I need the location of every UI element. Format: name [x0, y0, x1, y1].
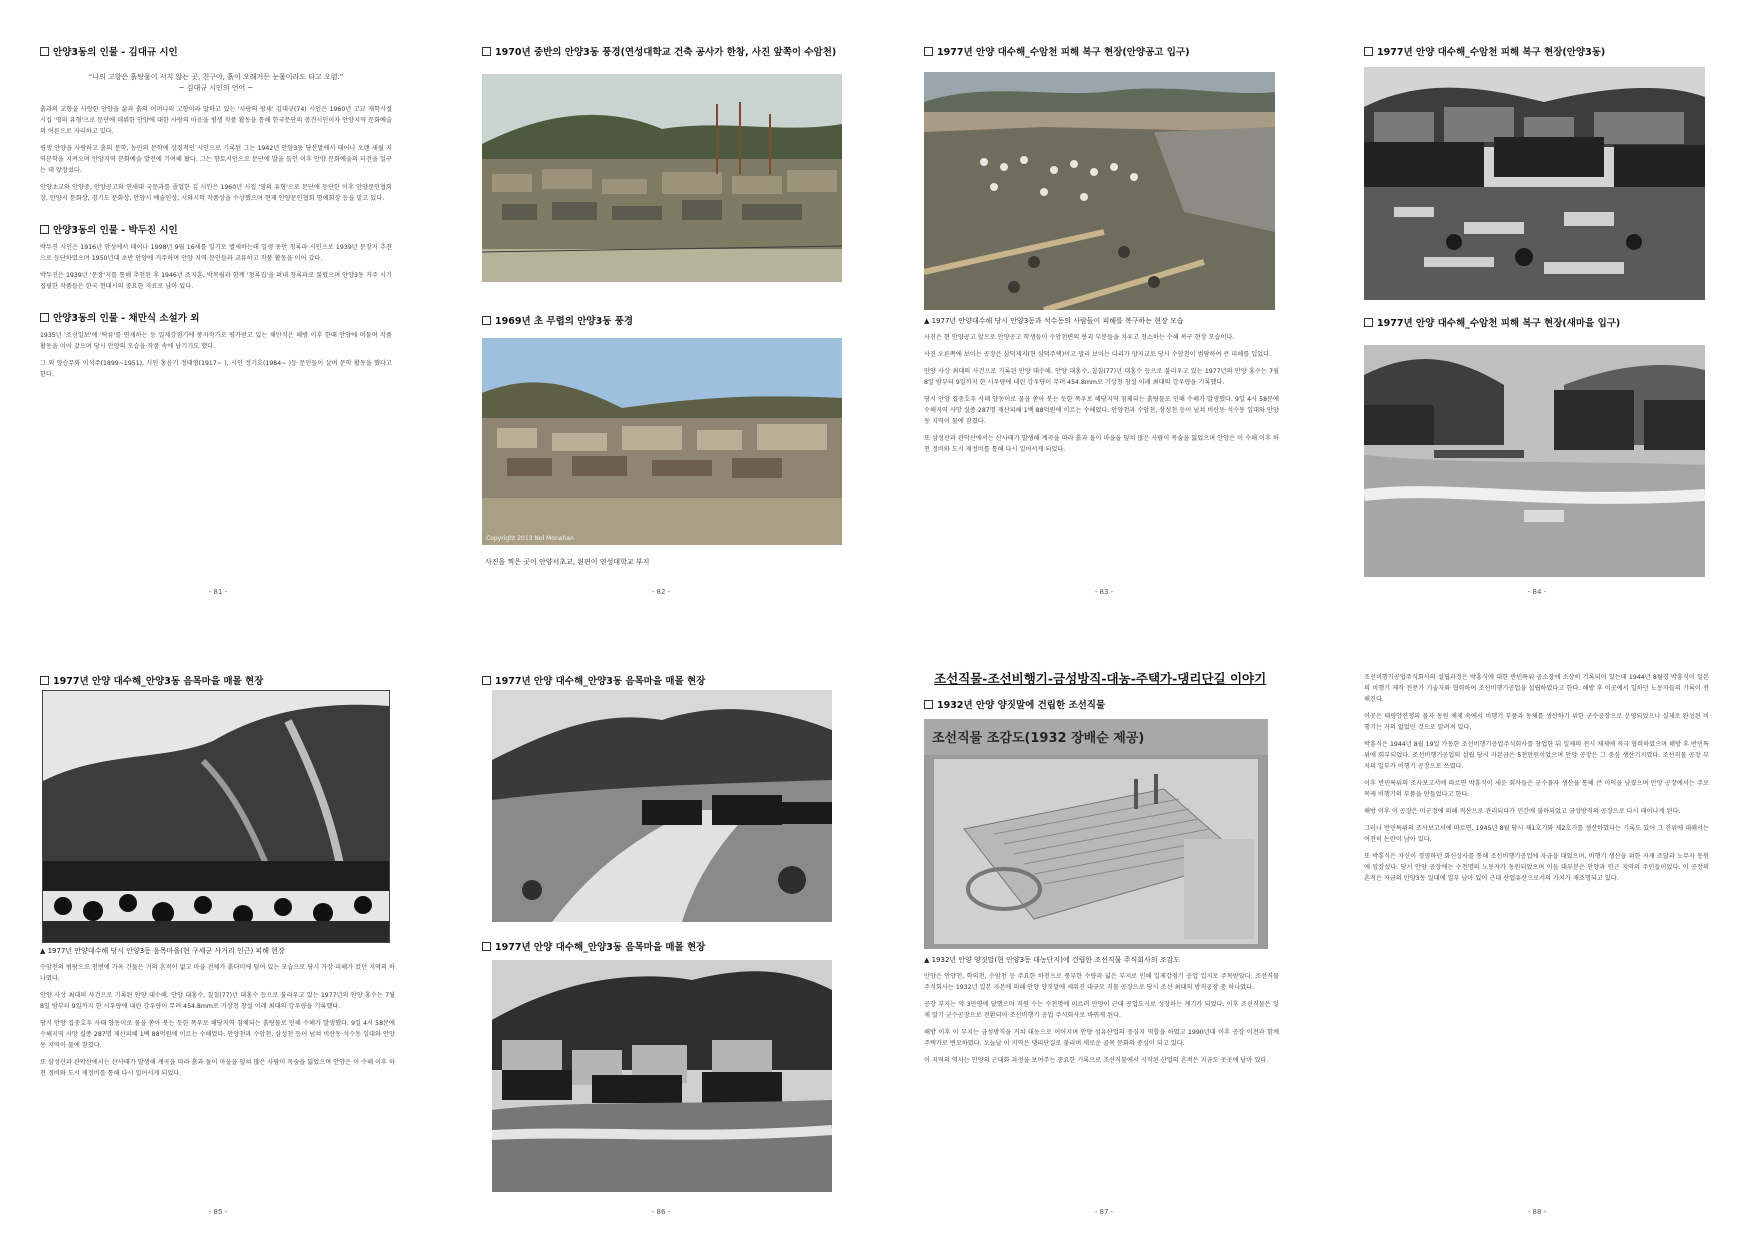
photo-joseon-textile-aerial-view [924, 719, 1268, 949]
paragraph: 또 삼성산과 관악산에서는 산사태가 발생해 계곡을 따라 흙과 돌이 마을을 덮쳐 많은 사람이 목숨을 잃었으며 안양은 이 수해 이후 하천 정비와 도시 재정비를 통해 다시 일어서게 되었다. [924, 435, 1279, 453]
page-82 [482, 44, 842, 64]
paragraph: 박흥식은 1944년 8월 19일 가동한 조선비행기공업주식회사를 창업한 뒤 일제의 전시 체제에 적극 협력하였으며 해방 후 반민특위에 회부되었다. 조선비행기공업의 설립 당시 자본금은 5천만원이었으며 안양 공장은 그 중심 생산기지였다. 조선직물 공장 부지의 일부가 비행기 공장으로 쓰였다. [1364, 741, 1709, 770]
paragraph: 안양초교와 안양중, 안양공고와 연세대 국문과를 졸업한 김 시인은 1960년 시집 '영의 유형'으로 문단에 등단한 이후 안양문인협회장, 안양시 문화상, 경기도 문화상, 안양시 예술인상, 시와시학 작품상을 수상했으며 현재 안양문인협회 명예회장 등을 맡고 있다. [40, 184, 392, 202]
section-heading: 1977년 안양 대수해_안양3동 음목마을 매몰 현장 [482, 673, 842, 687]
square-bullet-icon [482, 47, 491, 56]
photo-title-label: 조선직물 조감도(1932 장배순 제공) [932, 731, 1145, 746]
square-bullet-icon [924, 47, 933, 56]
page-84-section2 [1364, 315, 1709, 335]
paragraph: 수암천의 범람으로 천변에 가옥 건물은 거의 흔적이 없고 마을 전체가 흙더미에 덮여 있는 모습으로 당시 가장 피해가 컸던 지역의 하나였다. [40, 964, 395, 982]
paragraph: 그러나 반민특위의 조사보고서에 따르면, 1945년 8월 당시 제1호기와 제2호기를 생산하였다는 기록도 있어 그 진위에 대해서는 여전히 논란이 남아 있다. [1364, 825, 1709, 843]
paragraph: 해방 이후 이 부지는 금성방직을 거쳐 대농으로 이어지며 안양 섬유산업의 중심지 역할을 하였고 1990년대 이후 공장 이전과 함께 주택가로 변모하였다. 오늘날 이 지역은 댕리단길로 불리며 새로운 골목 문화의 중심이 되고 있다. [924, 1029, 1279, 1047]
photo-caption: ▲ 1977년 안양대수해 당시 안양3동과 석수동의 사람들이 피해를 복구하는 현장 모습 [924, 317, 1184, 325]
page-86-section2 [482, 939, 842, 959]
photo-1977-flood-saemaeul [1364, 345, 1705, 577]
square-bullet-icon [482, 676, 491, 685]
paragraph: 그 외 양승무와 이석주(1899~1951), 시인 홍윤기 정태영(1917~ ), 시인 정기호(1984~ )등 문인들이 살며 문학 활동을 했다고 한다. [40, 360, 392, 378]
page-title: 조선직물-조선비행기-금성방직-대농-주택가-댕리단길 이야기 [934, 671, 1267, 686]
page-number: - 83 - [1094, 588, 1114, 596]
page-87-text [924, 955, 1279, 1072]
page-81 [40, 44, 392, 386]
page-83 [924, 44, 1284, 64]
photo-copyright: Copyright 2013 Nol Monahan [486, 535, 574, 542]
photo-1977-flood-recovery-anyang-tech [924, 72, 1275, 310]
section-heading: 1977년 안양 대수해_수암천 피해 복구 현장(새마을 입구) [1364, 315, 1709, 329]
photo-1970s-anyang3dong [482, 74, 842, 282]
photo-caption: ▲ 1932년 안양 양짓말(현 안양3동 대농단지)에 건립한 조선직물 주식회사의 조감도 [924, 956, 1180, 964]
paragraph: 박두진은 1939년 '문장'지를 통해 추천된 후 1946년 조지훈, 박목월과 함께 '청록집'을 펴내 청록파로 불렸으며 안양3동 거주 시기 집필한 작품들은 한국 현대시의 중요한 자료로 남아 있다. [40, 272, 392, 290]
paragraph: 박두진 시인은 1916년 안성에서 태어나 1998년 9월 16세를 일기로 별세하는데 일생 동안 청록파 시인으로 1939년 문장지 추천으로 등단하였으며 1950년대 초반 안양에 거주하며 안양 지역 문인들과 교류하고 작품 활동을 이어 갔다. [40, 244, 392, 262]
paragraph: 안양 사상 최대의 사건으로 기록된 안양 대수해. 안양 대홍수, 칠칠(77)년 대홍수 등으로 불리우고 있는 1977년의 안양 홍수는 7월 8일 밤부터 9일까지 한 시우량에 내린 강우량이 무려 454.8mm로 기상청 창설 이래 최대의 강우량을 기록했다. [924, 368, 1279, 386]
square-bullet-icon [1364, 47, 1373, 56]
paragraph: 이곳은 태평양전쟁의 물자 동원 체제 속에서 비행기 부품과 동체를 생산하기 위한 군수공장으로 운영되었으나 실제로 완성된 비행기는 거의 없었던 것으로 알려져 있다. [1364, 713, 1709, 731]
square-bullet-icon [482, 316, 491, 325]
section-heading: 1977년 안양 대수해_안양3동 음목마을 매몰 현장 [40, 673, 400, 687]
photo-caption: ▲ 1977년 안양대수해 당시 안양3동 음목마을(현 구세군 사거리 인근) 피해 현장 [40, 947, 285, 955]
square-bullet-icon [40, 313, 49, 322]
section-heading: 1969년 초 무렵의 안양3동 풍경 [482, 313, 842, 327]
paragraph: 또 박흥식은 자신이 경영하던 화신상사를 통해 조선비행기공업에 자금을 대었으며, 비행기 생산을 위한 자재 조달과 노무자 동원에 앞장섰다. 당시 안양 공장에는 수천명의 노동자가 동원되었으며 이들 대부분은 안양과 인근 지역의 주민들이었다. 이 공장의 흔적은 지금의 안양3동 일대에 일부 남아 있어 근대 산업유산으로서의 가치가 재조명되고 있다. [1364, 853, 1709, 882]
paragraph: 당시 안양 집중호우 사태 양동이로 물을 쏟아 붓는 듯한 폭우로 해당지역 침체되는 흙탕물로 인해 수해가 발생했다. 9일 4시 58분에 수해지역 사망 실종 287명 재산피해 1백 88억원에 이르는 수해였다. 안양천과 수암천, 삼성천 등이 넘쳐 비산동·석수동 일대와 안양동 지역이 물에 잠겼다. [40, 1020, 395, 1049]
paragraph: 당시 안양 집중호우 사태 양동이로 물을 쏟아 붓는 듯한 폭우로 해당지역 침체되는 흙탕물로 인해 수해가 발생했다. 9일 4시 58분에 수해지역 사망 실종 287명 재산피해 1백 88억원에 이르는 수해였다. 안양천과 수암천, 삼성천 등이 넘쳐 비산동·석수동 일대와 안양동 지역이 물에 잠겼다. [924, 396, 1279, 425]
page-number: - 86 - [651, 1208, 671, 1216]
paragraph: 평생 안양을 사랑하고 흙의 문학, 농민의 문학에 상징적인 시인으로 기록된 그는 1942년 안양3동 당산말에서 태어나 오랜 세월 지역문학을 지켜오며 안양지역 문화예술 발전에 기여해 왔다. 그는 향토시인으로 문단에 발을 들인 이후 안양 문화예술의 터전을 일구는 데 앞장섰다. [40, 145, 392, 174]
page-84 [1364, 44, 1709, 64]
paragraph: 이후 반민특위의 조사보고서에 따르면 박흥식이 세운 회사들은 군수물자 생산을 통해 큰 이익을 남겼으며 안양 공장에서는 주로 목제 비행기의 부품을 만들었다고 한다. [1364, 780, 1709, 798]
paragraph: 공장 부지는 약 3만평에 달했으며 직원 수는 수천명에 이르러 안양이 근대 공업도시로 성장하는 계기가 되었다. 이후 조선직물은 일제 말기 군수공장으로 전환되어 조선비행기 공업 주식회사로 바뀌게 된다. [924, 1001, 1279, 1019]
square-bullet-icon [40, 47, 49, 56]
paragraph: 사진은 현 안양공고 앞으로 안양공고 학생들이 수암천변의 붕괴 부분들을 치우고 청소하는 수해 복구 현장 모습이다. [924, 334, 1235, 341]
paragraph: 사진 오른쪽에 보이는 공장은 삼덕제지(현 삼덕주택)이고 멀리 보이는 다리가 양지교로 당시 수암천이 범람하여 큰 피해를 입었다. [924, 351, 1272, 358]
photo-1977-flood-eummok-village [42, 690, 390, 943]
page-number: - 87 - [1094, 1208, 1114, 1216]
photo-1969-anyang3dong [482, 338, 842, 545]
section-heading: 안양3동의 인물 - 박두진 시인 [40, 222, 392, 236]
paragraph: 이 지역의 역사는 안양의 근대화 과정을 보여주는 중요한 기록으로 조선직물에서 시작된 산업의 흔적은 지금도 곳곳에 남아 있다. [924, 1057, 1269, 1064]
page-number: - 85 - [208, 1208, 228, 1216]
section-heading: 1970년 중반의 안양3동 풍경(연성대학교 건축 공사가 한창, 사진 앞쪽이 수암천) [482, 44, 842, 58]
page-82-section2 [482, 313, 842, 333]
page-number: - 81 - [208, 588, 228, 596]
section-heading: 1977년 안양 대수해_안양3동 음목마을 매몰 현장 [482, 939, 842, 953]
quote: “나의 고향은 흙탕물이 서지 않는 곳, 친구야, 흙이 오래거든 눈물이라도 타고 오렴.” ~ 김대규 시인의 언어 ~ [88, 73, 344, 92]
section-heading: 안양3동의 인물 - 김대규 시인 [40, 44, 392, 58]
photo-caption: 사진을 찍은 곳이 안양서초교, 왼편이 연성대학교 부지 [485, 558, 650, 566]
square-bullet-icon [482, 942, 491, 951]
paragraph: 해방 이후 이 공장은 미군정에 의해 적산으로 관리되다가 민간에 불하되었고 금성방직의 공장으로 다시 태어나게 된다. [1364, 808, 1681, 815]
page-number: - 84 - [1527, 588, 1547, 596]
page-83-text [924, 316, 1279, 461]
page-number: - 82 - [651, 588, 671, 596]
photo-1977-eummok-village-1 [492, 690, 832, 922]
paragraph: 안양은 안양천, 학의천, 수암천 등 주요한 하천으로 풍부한 수량과 넓은 부지로 인해 일제강점기 공업 입지로 주목받았다. 조선직물 주식회사는 1932년 일본 자본에 의해 안양 양짓말에 세워진 대규모 직물 공장으로 당시 조선 최대의 방직공장 중 하나였다. [924, 973, 1279, 991]
photo-1977-flood-anyang3dong [1364, 67, 1705, 300]
paragraph: 조선비행기공업주식회사의 설립과정은 박흥식에 대한 반민특위 공소장에 소상히 기록되어 있는데 1944년 8월경 박흥식이 일본의 비행기 제작 전문가 기술자와 협력하여 조선비행기공업을 설립하였다고 한다. 해방 후 이곳에서 일하던 노동자들의 기록이 전해진다. [1364, 674, 1709, 703]
page-88 [1364, 672, 1709, 890]
paragraph: 안양 사상 최대의 사건으로 기록된 안양 대수해. 안양 대홍수, 칠칠(77)년 대홍수 등으로 불리우고 있는 1977년의 안양 홍수는 7월 8일 밤부터 9일까지 한 시우량에 내린 강우량이 무려 454.8mm로 기상청 창설 이래 최대의 강우량을 기록했다. [40, 992, 395, 1010]
square-bullet-icon [924, 700, 933, 709]
page-number: - 88 - [1527, 1208, 1547, 1216]
paragraph: 또 삼성산과 관악산에서는 산사태가 발생해 계곡을 따라 흙과 돌이 마을을 덮쳐 많은 사람이 목숨을 잃었으며 안양은 이 수해 이후 하천 정비와 도시 재정비를 통해 다시 일어서게 되었다. [40, 1059, 395, 1077]
square-bullet-icon [40, 676, 49, 685]
page-87 [924, 669, 1284, 717]
section-heading: 1977년 안양 대수해_수암천 피해 복구 현장(안양공고 입구) [924, 44, 1284, 58]
section-heading: 1977년 안양 대수해_수암천 피해 복구 현장(안양3동) [1364, 44, 1709, 58]
paragraph: 흙과의 교향을 사랑한 안양을 삶과 흙의 어머니의 고향이라 말하고 있는 '사랑의 팡세' 김대규(74) 시인은 1960년 고교 재학시절 시집 '영의 유형'으로 문단에 데뷔한 안양에 대한 사랑의 마음을 평생 작품 활동을 통해 한국문단의 중견시인이자 안양지역 문화예술의 어른으로 자리하고 있다. [40, 106, 392, 135]
page-85-text [40, 946, 395, 1085]
section-heading: 1932년 안양 양짓말에 건립한 조선직물 [924, 697, 1284, 711]
photo-1977-eummok-village-2 [492, 960, 832, 1192]
square-bullet-icon [40, 225, 49, 234]
square-bullet-icon [1364, 318, 1373, 327]
section-heading: 안양3동의 인물 - 채만식 소설가 외 [40, 310, 392, 324]
paragraph: 1935년 '조선일보'에 '탁류'를 연재하는 등 일제강점기에 풍자작가로 평가받고 있는 채만식은 해방 이후 한때 안양에 머물며 작품 활동을 이어 갔으며 당시 안양의 모습을 작품 속에 남기기도 했다. [40, 332, 392, 350]
